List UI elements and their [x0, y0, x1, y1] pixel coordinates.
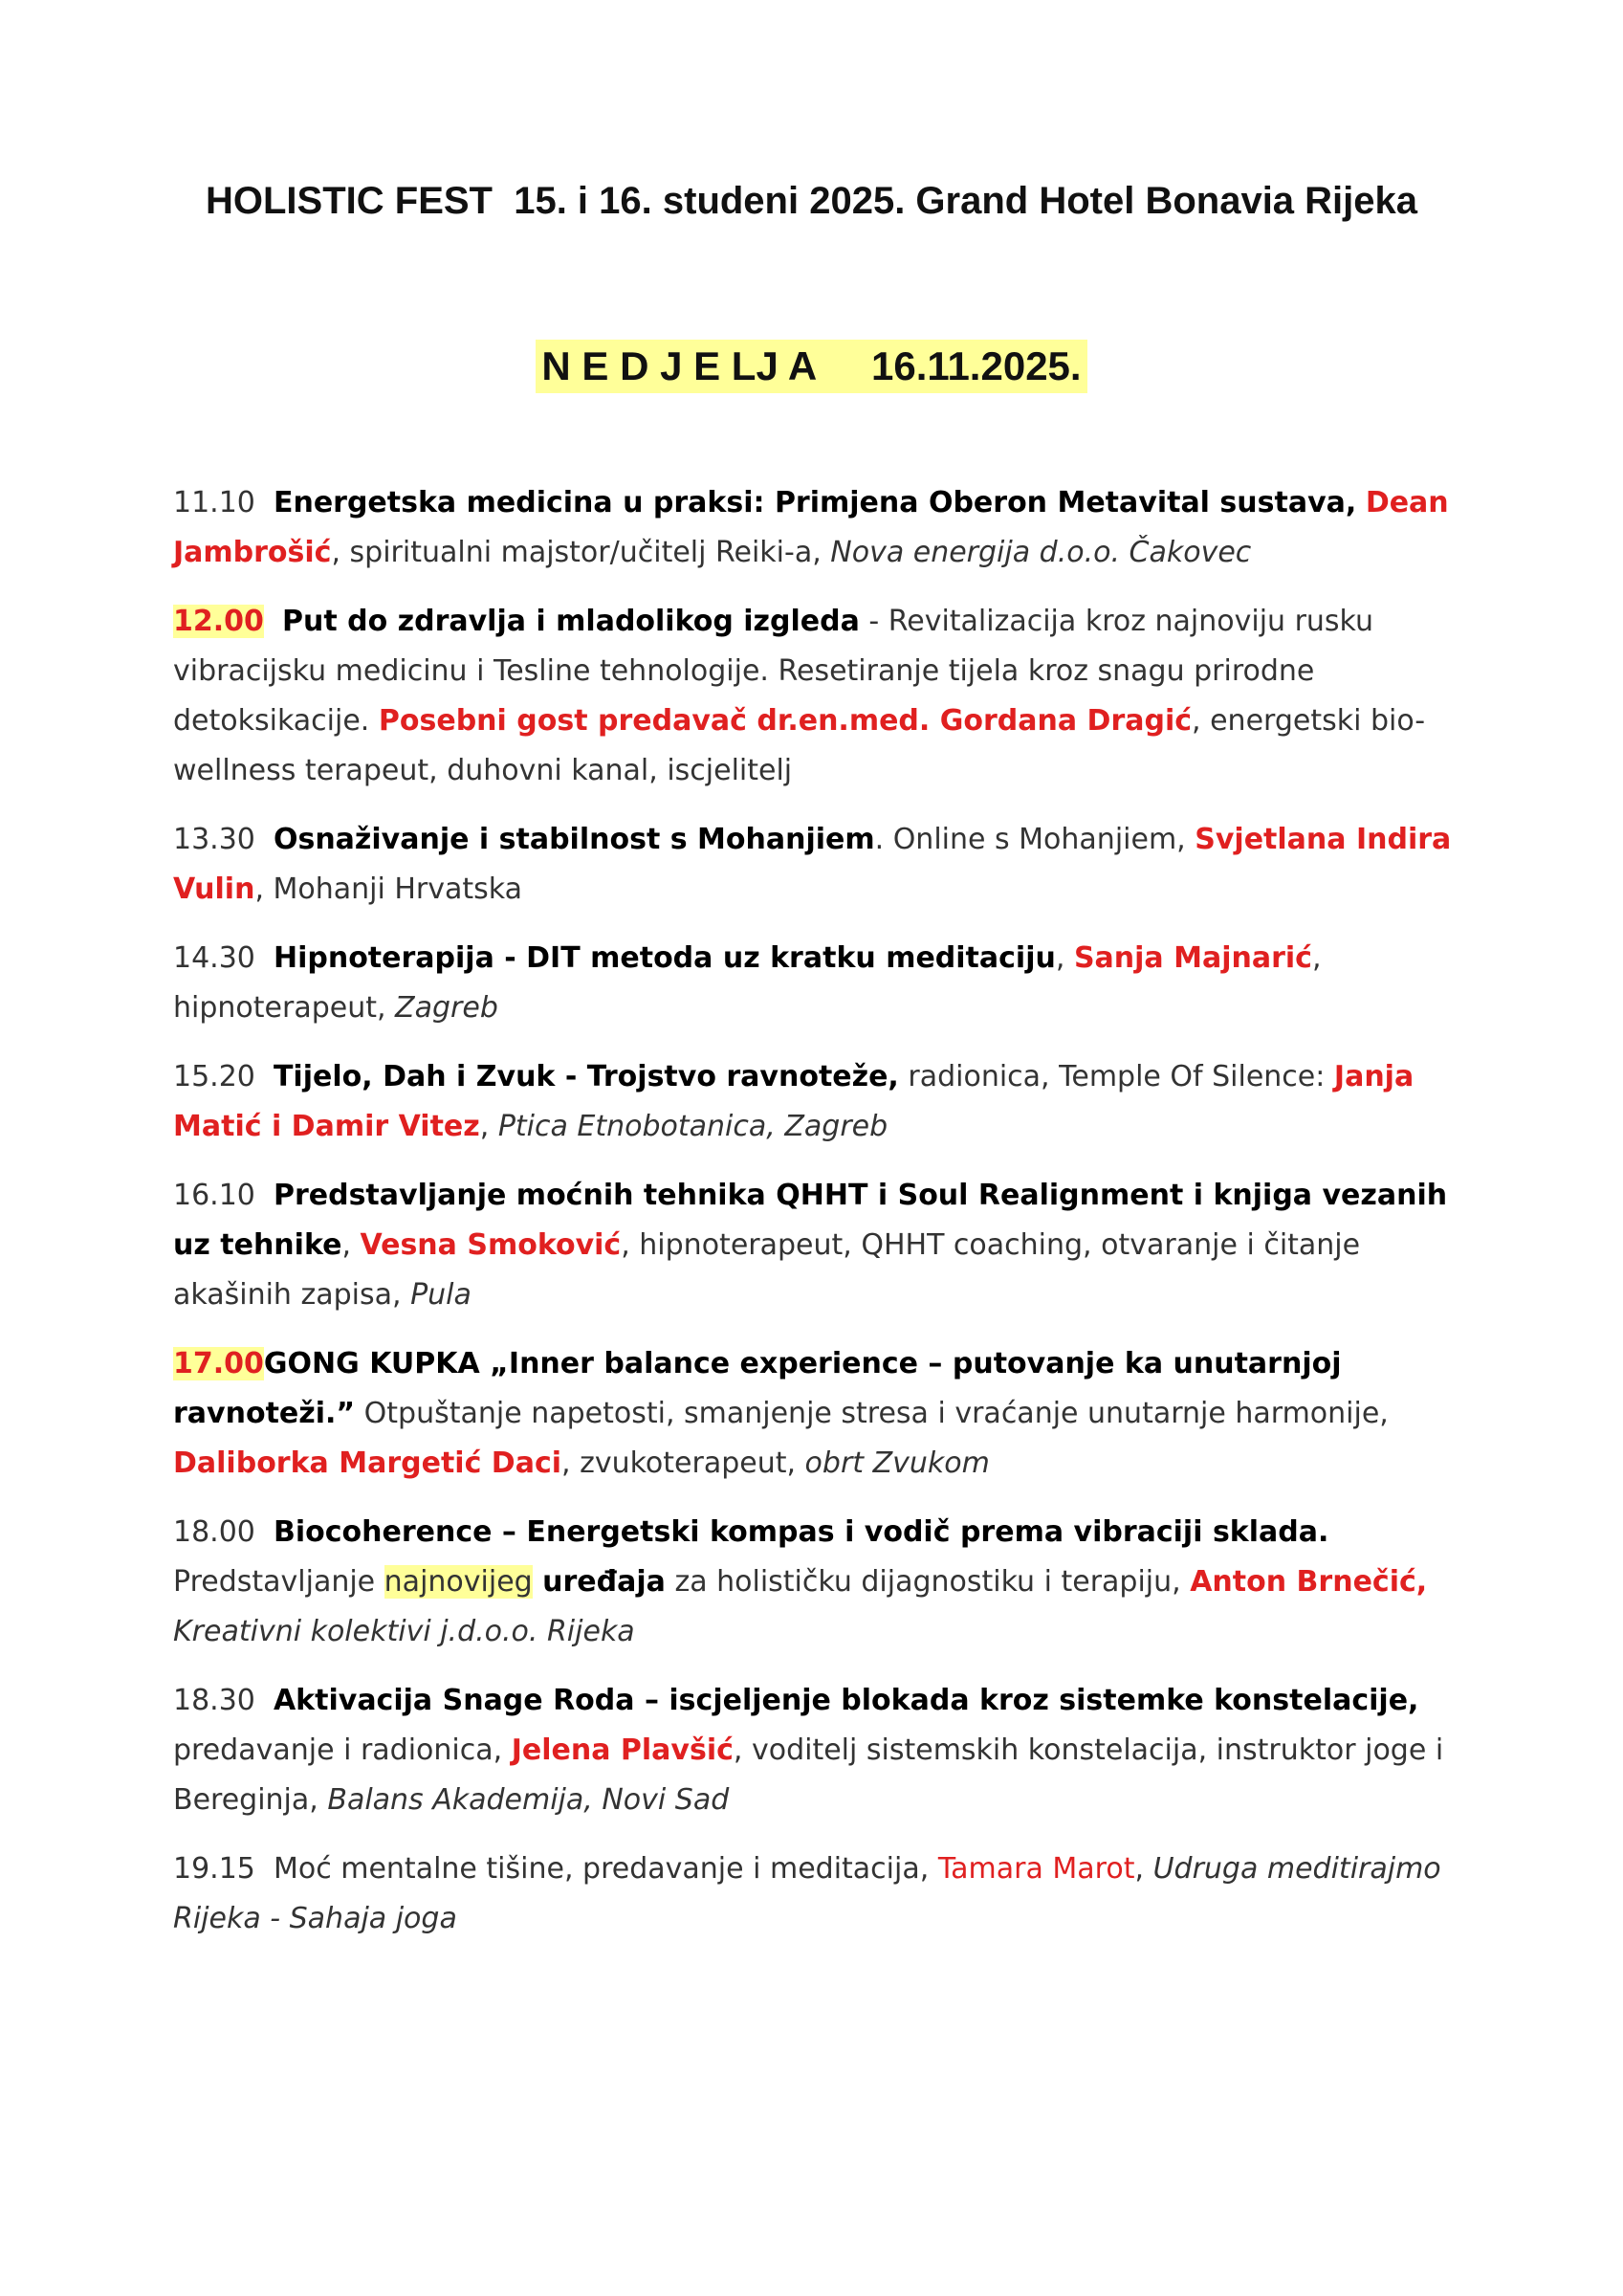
entry-speaker: Svjetlana Indira Vulin	[173, 823, 1452, 906]
program-entry	[173, 1339, 1469, 1489]
entry-title: Put do zdravlja i mladolikog izgleda	[281, 605, 860, 638]
entry-description-2: , energetski bio-wellness terapeut, duhovni kanal, iscjelitelj	[173, 704, 1426, 787]
entry-time: 15.20	[173, 1060, 255, 1093]
entry-title: Moć mentalne tišine, predavanje i meditacija,	[273, 1852, 938, 1886]
entry-description-2: , zvukoterapeut,	[561, 1446, 805, 1480]
entry-separator: ,	[1134, 1852, 1153, 1886]
program-entry	[173, 1052, 1469, 1152]
entry-title: Osnaživanje i stabilnost s Mohanjiem	[273, 823, 875, 856]
entry-title: Tijelo, Dah i Zvuk - Trojstvo ravnoteže,	[273, 1060, 899, 1093]
program-entry	[173, 934, 1469, 1033]
entry-separator: ,	[341, 1228, 361, 1262]
entry-title: Energetska medicina u praksi: Primjena Oberon Metavital sustava,	[273, 486, 1357, 519]
entry-description: - Revitalizacija kroz najnoviju rusku vibracijsku medicinu i Tesline tehnologije. Resetiranje tijela kroz snagu prirodne detoksikacije.	[173, 605, 1374, 738]
entry-time: 14.30	[173, 941, 255, 975]
entry-time: 18.00	[173, 1515, 255, 1549]
entry-title: Predstavljanje moćnih tehnika QHHT i Soul Realignment i knjiga vezanih uz tehnike	[173, 1179, 1448, 1262]
entry-separator: ,	[1055, 941, 1074, 975]
program-entry	[173, 1171, 1469, 1320]
entry-title: Hipnoterapija - DIT metoda uz kratku meditaciju	[273, 941, 1056, 975]
entry-speaker: Dean Jambrošić	[173, 486, 1449, 569]
entry-organization: Ptica Etnobotanica, Zagreb	[497, 1110, 888, 1143]
day-heading-line	[0, 340, 1623, 393]
entry-description-2: , voditelj sistemskih konstelacija, instruktor joge i Bereginja,	[173, 1733, 1444, 1817]
entry-organization: Zagreb	[395, 991, 498, 1025]
page-title: HOLISTIC FEST 15. i 16. studeni 2025. Grand Hotel Bonavia Rijeka	[205, 180, 1418, 222]
day-heading: N E D J E LJ A 16.11.2025.	[536, 340, 1086, 393]
entry-separator: ,	[479, 1110, 498, 1143]
entry-description: radionica, Temple Of Silence:	[898, 1060, 1334, 1093]
entry-organization: obrt Zvukom	[804, 1446, 990, 1480]
entry-organization: Nova energija d.o.o. Čakovec	[830, 536, 1252, 569]
highlighted-word: najnovijeg	[384, 1565, 533, 1599]
entry-speaker: Anton Brnečić,	[1190, 1565, 1428, 1599]
entry-title: Biocoherence – Energetski kompas i vodič prema vibraciji sklada.	[273, 1515, 1329, 1549]
program-entry	[173, 478, 1469, 578]
entry-description: . Online s Mohanjiem,	[874, 823, 1195, 856]
entry-speaker: Janja Matić i Damir Vitez	[173, 1060, 1415, 1143]
program-entry	[173, 1844, 1469, 1944]
entry-organization: Pula	[410, 1278, 472, 1312]
program-entry	[173, 597, 1469, 796]
entry-speaker: Daliborka Margetić Daci	[173, 1446, 562, 1480]
entry-organization: Udruga meditirajmo Rijeka - Sahaja joga	[173, 1852, 1441, 1935]
entry-description: , hipnoterapeut,	[173, 941, 1322, 1025]
entry-title: GONG KUPKA „Inner balance experience – putovanje ka unutarnjoj ravnoteži.”	[173, 1347, 1342, 1430]
entry-time: 12.00	[173, 605, 264, 638]
entry-speaker: Jelena Plavšić	[511, 1733, 734, 1767]
entry-description-2: za holističku dijagnostiku i terapiju,	[665, 1565, 1191, 1599]
entry-description: Predstavljanje	[173, 1565, 384, 1599]
entry-time: 19.15	[173, 1852, 255, 1886]
program-entry	[173, 815, 1469, 915]
entry-description: , hipnoterapeut, QHHT coaching, otvaranje i čitanje akašinih zapisa,	[173, 1228, 1361, 1312]
entry-organization: Kreativni kolektivi j.d.o.o. Rijeka	[173, 1615, 635, 1648]
entry-speaker: Vesna Smoković	[360, 1228, 622, 1262]
entry-title: Aktivacija Snage Roda – iscjeljenje blokada kroz sistemke konstelacije,	[273, 1684, 1419, 1717]
program-entry	[173, 1676, 1469, 1825]
entry-time: 16.10	[173, 1179, 255, 1212]
entry-time: 13.30	[173, 823, 255, 856]
bold-word: uređaja	[532, 1565, 666, 1599]
entry-description: predavanje i radionica,	[173, 1733, 512, 1767]
entry-time: 18.30	[173, 1684, 255, 1717]
entry-speaker: Sanja Majnarić	[1073, 941, 1312, 975]
entry-description-2: , Mohanji Hrvatska	[254, 872, 523, 906]
entry-description: Otpuštanje napetosti, smanjenje stresa i vraćanje unutarnje harmonije,	[355, 1397, 1389, 1430]
entry-time: 11.10	[173, 486, 255, 519]
entry-speaker: Posebni gost predavač dr.en.med. Gordana Dragić	[378, 704, 1193, 738]
entry-organization: Balans Akademija, Novi Sad	[327, 1783, 730, 1817]
entry-time: 17.00	[173, 1347, 264, 1380]
entry-speaker: Tamara Marot	[937, 1852, 1135, 1886]
program-entry	[173, 1508, 1469, 1657]
program-list	[173, 478, 1469, 1963]
entry-description: , spiritualni majstor/učitelj Reiki-a,	[331, 536, 831, 569]
